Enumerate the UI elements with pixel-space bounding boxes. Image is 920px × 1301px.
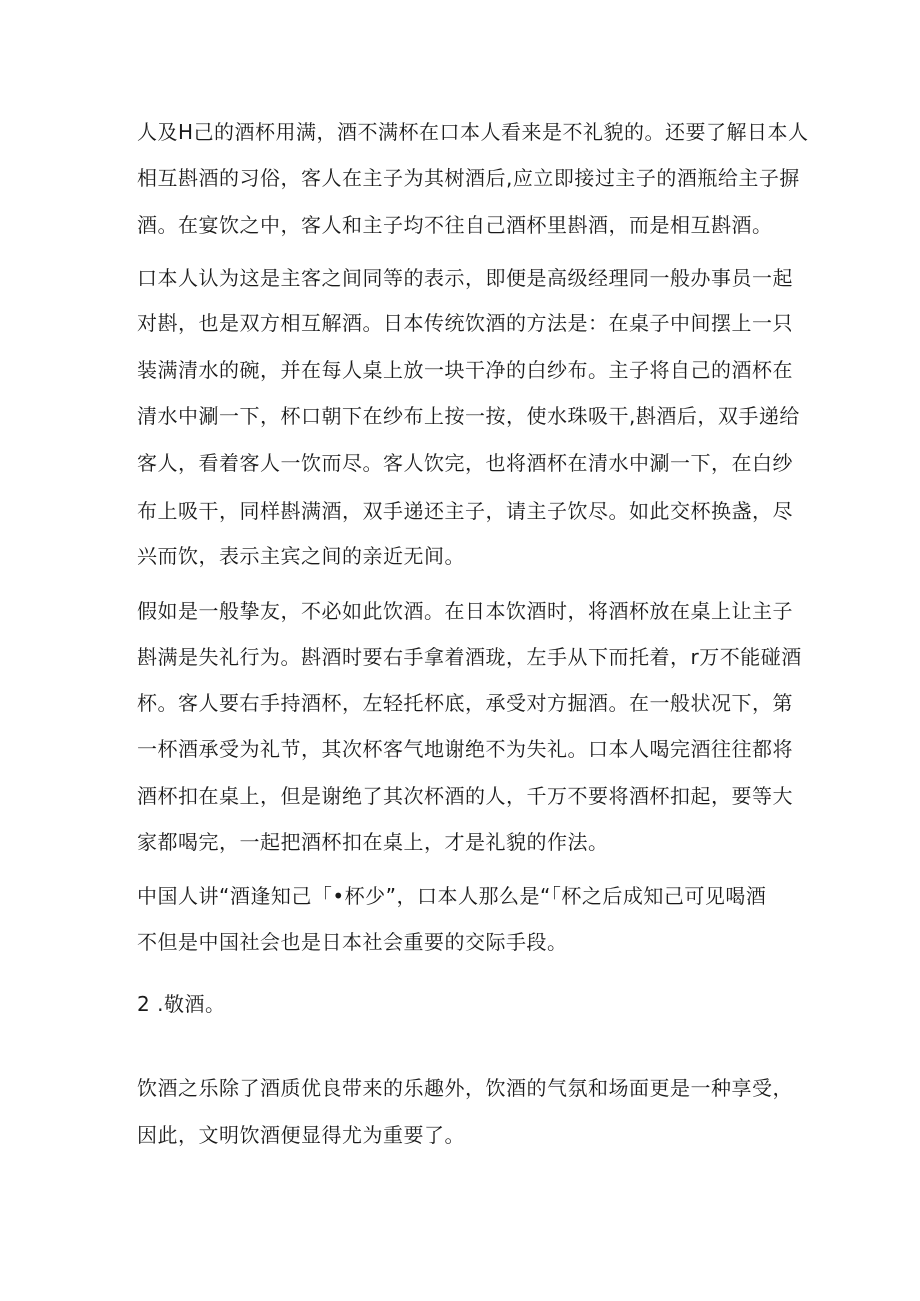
text-line: 对斟，也是双方相互解酒。日本传统饮酒的方法是：在桌子中间摆上一只 bbox=[137, 311, 793, 335]
text-line: 杯。客人要右手持酒杯，左轻托杯底，承受对方掘酒。在一般状况下，第 bbox=[137, 691, 793, 715]
text-line: 客人，看着客人一饮而尽。客人饮完，也将酒杯在清水中涮一下，在白纱 bbox=[137, 451, 793, 475]
text-line: 装满清水的碗，并在每人桌上放一块干净的白纱布。主子将自己的酒杯在 bbox=[137, 358, 793, 382]
text-line: 相互斟酒的习俗，客人在主子为其树酒后,应立即接过主子的酒瓶给主子摒 bbox=[137, 166, 800, 190]
text-line: 酒。在宴饮之中，客人和主子均不往自己酒杯里斟酒，而是相互斟酒。 bbox=[137, 213, 773, 237]
text-line: 清水中涮一下，杯口朝下在纱布上按一按，使水珠吸干,斟酒后，双手递给 bbox=[137, 404, 800, 428]
text-line: 酒杯扣在桌上，但是谢绝了其次杯酒的人，千万不要将酒杯扣起，要等大 bbox=[137, 784, 793, 808]
text-line: 不但是中国社会也是日本社会重要的交际手段。 bbox=[137, 930, 568, 954]
text-line: 兴而饮，表示主宾之间的亲近无间。 bbox=[137, 544, 465, 568]
text-line: 人及H己的酒杯用满，酒不满杯在口本人看来是不礼貌的。还要了解日本人 bbox=[137, 120, 809, 144]
text-line: 因此，文明饮酒便显得尤为重要了。 bbox=[137, 1123, 465, 1147]
text-line: 家都喝完，一起把酒杯扣在桌上，才是礼貌的作法。 bbox=[137, 830, 609, 854]
text-line: 中国人讲“酒逢知己「•杯少”，口本人那么是“「杯之后成知己可见喝酒 bbox=[137, 884, 767, 908]
text-line: 饮酒之乐除了酒质优良带来的乐趣外，饮酒的气氛和场面更是一种享受， bbox=[137, 1076, 793, 1100]
text-line: 布上吸干，同样斟满酒，双手递还主子，请主子饮尽。如此交杯换盏，尽 bbox=[137, 499, 793, 523]
text-line: 斟满是失礼行为。斟酒时要右手拿着酒珑，左手从下而托着，r万不能碰酒 bbox=[137, 645, 802, 669]
text-line: 一杯酒承受为礼节，其次杯客气地谢绝不为失礼。口本人喝完酒往往都将 bbox=[137, 737, 793, 761]
section-heading: 2 .敬酒。 bbox=[137, 992, 226, 1016]
text-line: 假如是一般挚友，不必如此饮酒。在日本饮酒时，将酒杯放在桌上让主子 bbox=[137, 599, 793, 623]
text-line: 口本人认为这是主客之间同等的表示，即便是高级经理同一般办事员一起 bbox=[137, 266, 793, 290]
